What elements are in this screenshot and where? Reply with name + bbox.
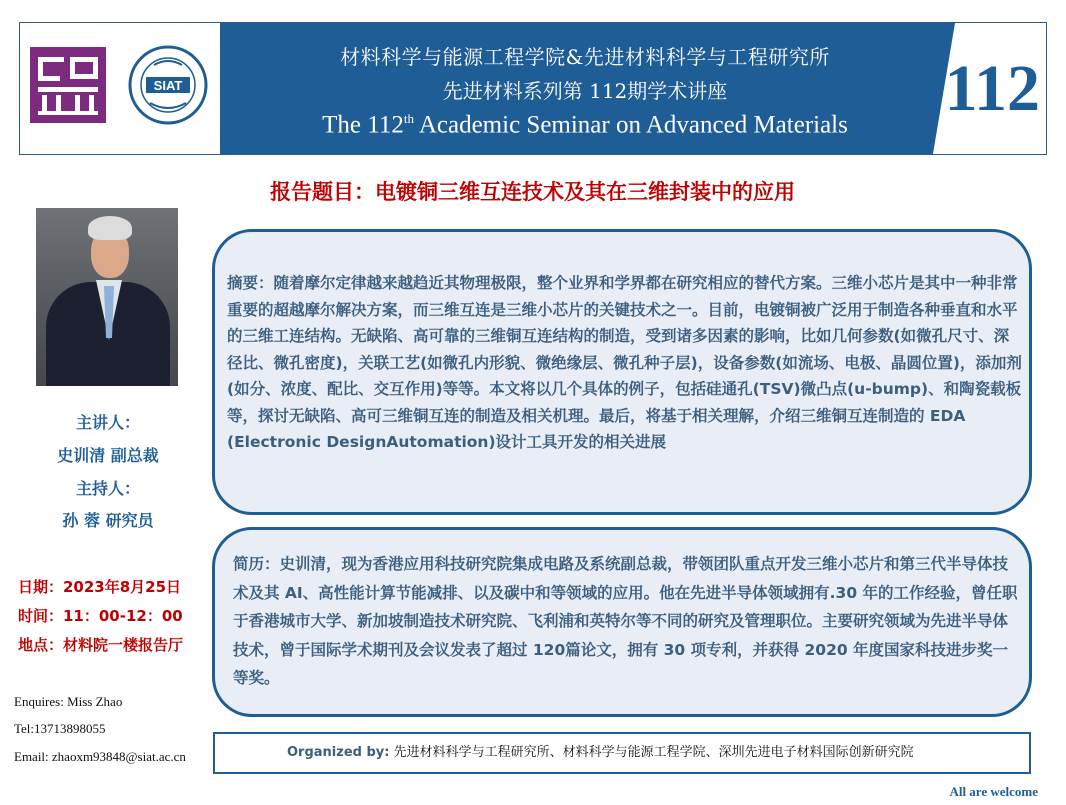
speaker-photo xyxy=(36,208,178,386)
szu-logo xyxy=(30,47,106,123)
abstract-box xyxy=(212,229,1032,515)
speaker-name: 史训清 副总裁 xyxy=(57,446,159,465)
bio-box xyxy=(212,527,1032,717)
event-date: 日期：2023年8月25日 xyxy=(18,578,182,596)
header-english-prefix: The 112 xyxy=(322,111,404,139)
siat-logo xyxy=(128,45,208,125)
speaker-label: 主讲人： xyxy=(75,413,140,432)
organizers-bar xyxy=(213,732,1031,774)
bio-text: 简历：史训清，现为香港应用科技研究院集成电路及系统副总裁，带领团队重点开发三维小芯片和第三代半导体技术及其 AI、高性能计算节能减排、以及碳中和等领域的应用。他在先进半导体领域拥有.30 年的工作经验，曾任职于香港城市大学、新加坡制造技术研究院、飞利浦和英特尔等不同的研究及管理职位。主要研究领域为先进半导体技术，曾于国际学术期刊及会议发表了超过 120篇论文，拥有 30 项专利，并获得 2020 年度国家科技进步奖一等奖。 xyxy=(233,555,1018,687)
contact-enquires: Enquires: Miss Zhao xyxy=(14,694,123,709)
header-english-title xyxy=(220,111,950,139)
header-english-sup: th xyxy=(403,111,414,126)
welcome-note: All are welcome xyxy=(949,784,1038,799)
header-institutes: 材料科学与能源工程学院&先进材料科学与工程研究所 xyxy=(340,45,830,69)
contact-email: Email: zhaoxm93848@siat.ac.cn xyxy=(14,749,186,764)
header-english-suffix: Academic Seminar on Advanced Materials xyxy=(413,111,848,139)
talk-title: 报告题目：电镀铜三维互连技术及其在三维封装中的应用 xyxy=(270,180,795,204)
host-name: 孙 蓉 研究员 xyxy=(62,511,154,530)
abstract-text: 摘要：随着摩尔定律越来越趋近其物理极限，整个业界和学界都在研究相应的替代方案。三维小芯片是其中一种非常重要的超越摩尔解决方案，而三维互连是三维小芯片的关键技术之一。目前，电镀铜被广泛用于制造各种垂直和水平的三维工连结构。无缺陷、高可靠的三维铜互连结构的制造，受到诸多因素的影响，比如几何参数(如微孔尺寸、深径比、微孔密度)，关联工艺(如微孔内形貌、微绝缘层、微孔种子层)，设备参数(如流场、电极、晶圆位置)，添加剂(如分、浓度、配比、交互作用)等等。本文将以几个具体的例子，包括硅通孔(TSV)微凸点(u-bump)、和陶瓷载板等，探讨无缺陷、高可三维铜互连的制造及相关机理。最后，将基于相关理解，介绍三维铜互连制造的 EDA (Electronic DesignAutomation)设计工具开发的相关进展 xyxy=(227,274,1022,451)
organized-text: 先进材料科学与工程研究所、材料科学与能源工程学院、深圳先进电子材料国际创新研究院 xyxy=(393,745,914,760)
seminar-number: 112 xyxy=(944,52,1040,125)
contact-tel: Tel:13713898055 xyxy=(14,721,106,736)
speaker-hair xyxy=(88,216,132,240)
host-label: 主持人： xyxy=(75,479,140,498)
siat-logo-text: SIAT xyxy=(153,78,183,93)
header-series: 先进材料系列第 112期学术讲座 xyxy=(442,79,728,103)
seminar-header xyxy=(19,22,1047,155)
event-place: 地点：材料院一楼报告厅 xyxy=(18,636,184,654)
organized-label: Organized by: xyxy=(287,745,390,760)
event-time: 时间：11：00-12：00 xyxy=(18,607,183,625)
